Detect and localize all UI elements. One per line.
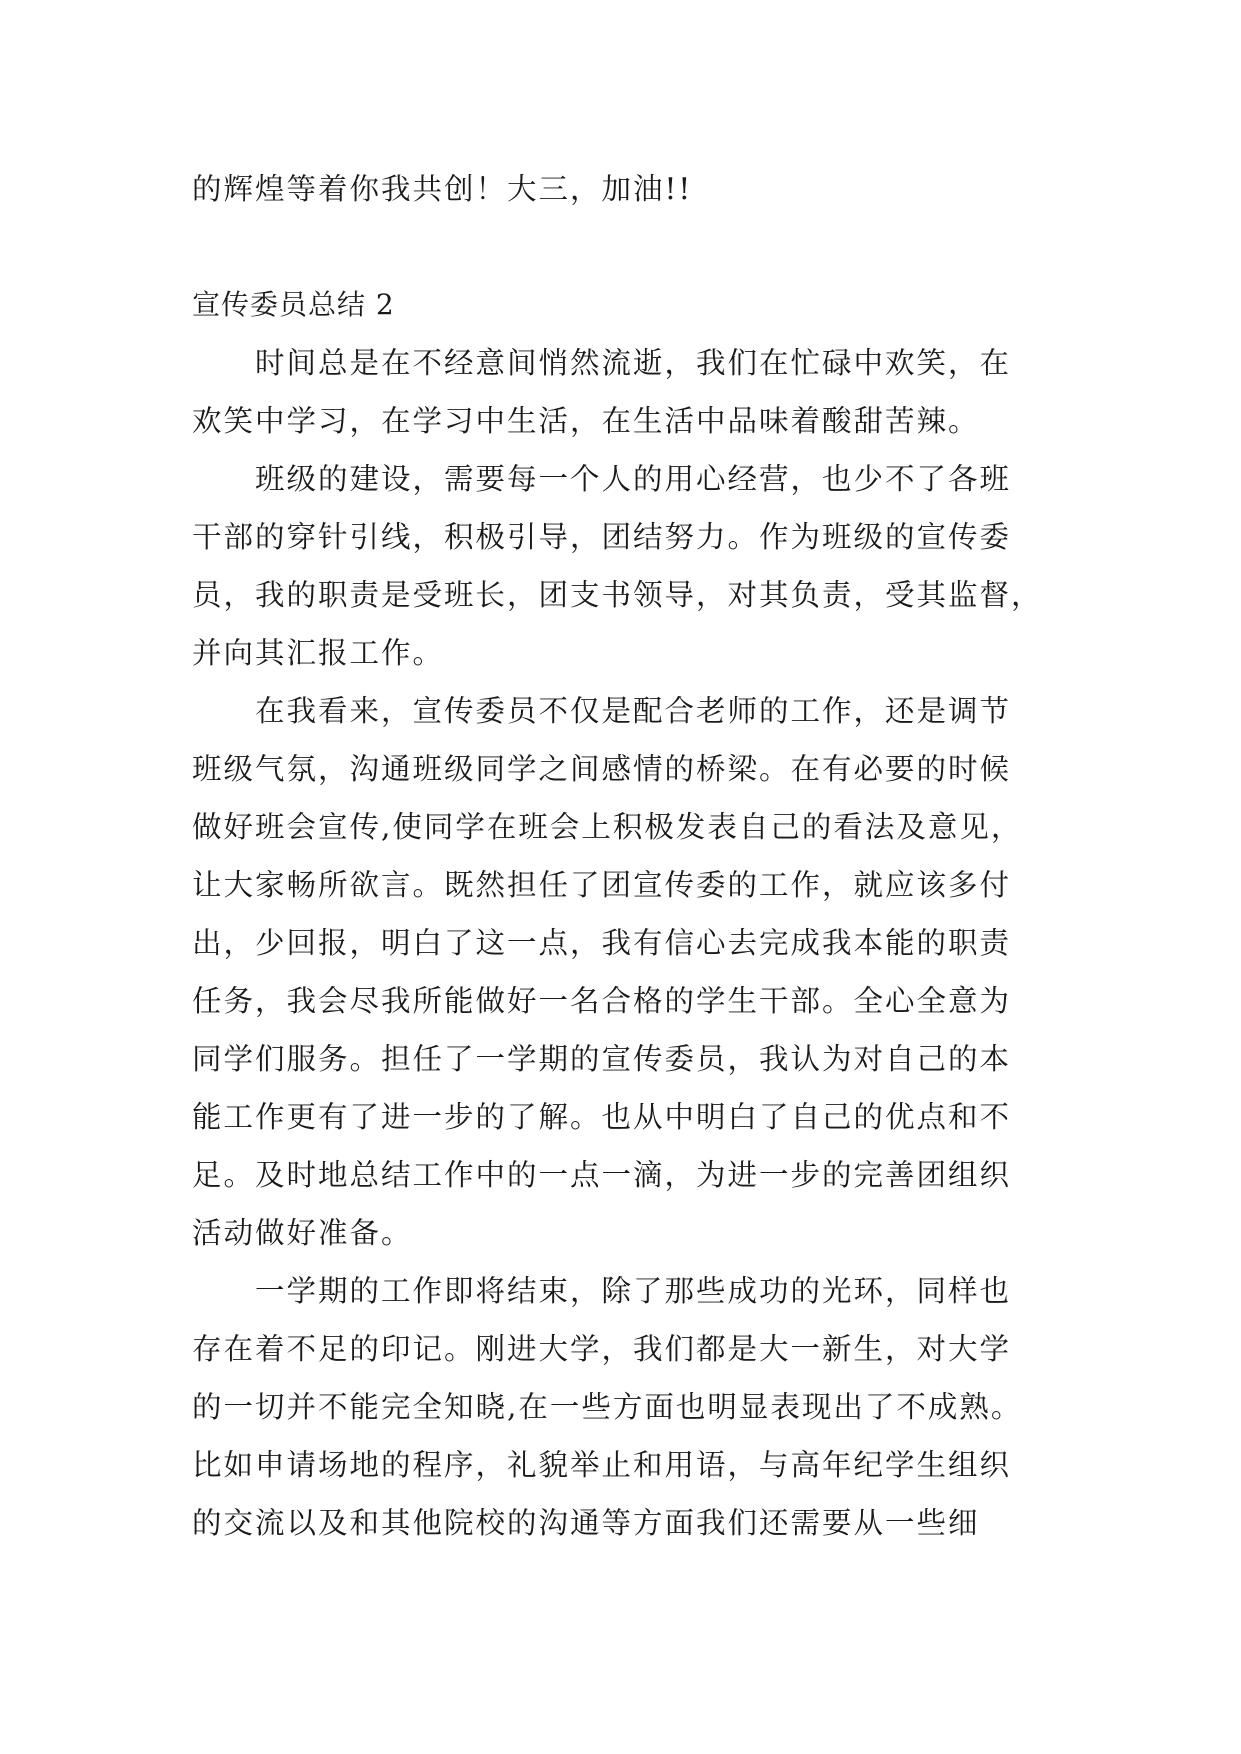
text-line: 出，少回报，明白了这一点，我有信心去完成我本能的职责 <box>192 926 1012 960</box>
text-line: 做好班会宣传,使同学在班会上积极发表自己的看法及意见， <box>192 810 1023 844</box>
text-line: 的交流以及和其他院校的沟通等方面我们还需要从一些细 <box>192 1506 980 1540</box>
text-line: 活动做好准备。 <box>192 1216 413 1250</box>
text-line: 的辉煌等着你我共创！大三，加油!! <box>192 172 693 206</box>
text-line: 在我看来，宣传委员不仅是配合老师的工作，还是调节 <box>192 694 1012 728</box>
document-body <box>192 160 1052 1552</box>
text-line: 让大家畅所欲言。既然担任了团宣传委的工作，就应该多付 <box>192 868 1012 902</box>
text-line: 同学们服务。担任了一学期的宣传委员，我认为对自己的本 <box>192 1042 1012 1076</box>
text-line: 欢笑中学习，在学习中生活，在生活中品味着酸甜苦辣。 <box>192 404 980 438</box>
text-line: 任务，我会尽我所能做好一名合格的学生干部。全心全意为 <box>192 984 1012 1018</box>
paragraph-gap <box>192 218 1052 276</box>
text-line: 存在着不足的印记。刚进大学，我们都是大一新生，对大学 <box>192 1332 1012 1366</box>
text-line: 干部的穿针引线，积极引导，团结努力。作为班级的宣传委 <box>192 520 1012 554</box>
text-line: 班级的建设，需要每一个人的用心经营，也少不了各班 <box>192 462 1012 496</box>
text-line: 能工作更有了进一步的了解。也从中明白了自己的优点和不 <box>192 1100 1012 1134</box>
text-line: 时间总是在不经意间悄然流逝，我们在忙碌中欢笑，在 <box>192 346 1012 380</box>
text-line: 员，我的职责是受班长，团支书领导，对其负责，受其监督， <box>192 578 1043 612</box>
text-line: 并向其汇报工作。 <box>192 636 445 670</box>
text-line: 一学期的工作即将结束，除了那些成功的光环，同样也 <box>192 1274 1012 1308</box>
text-line: 的一切并不能完全知晓,在一些方面也明显表现出了不成熟。 <box>192 1390 1023 1424</box>
text-line: 足。及时地总结工作中的一点一滴，为进一步的完善团组织 <box>192 1158 1012 1192</box>
text-line: 班级气氛，沟通班级同学之间感情的桥梁。在有必要的时候 <box>192 752 1012 786</box>
section-title: 宣传委员总结 2 <box>192 288 395 321</box>
text-line: 比如申请场地的程序，礼貌举止和用语，与高年纪学生组织 <box>192 1448 1012 1482</box>
